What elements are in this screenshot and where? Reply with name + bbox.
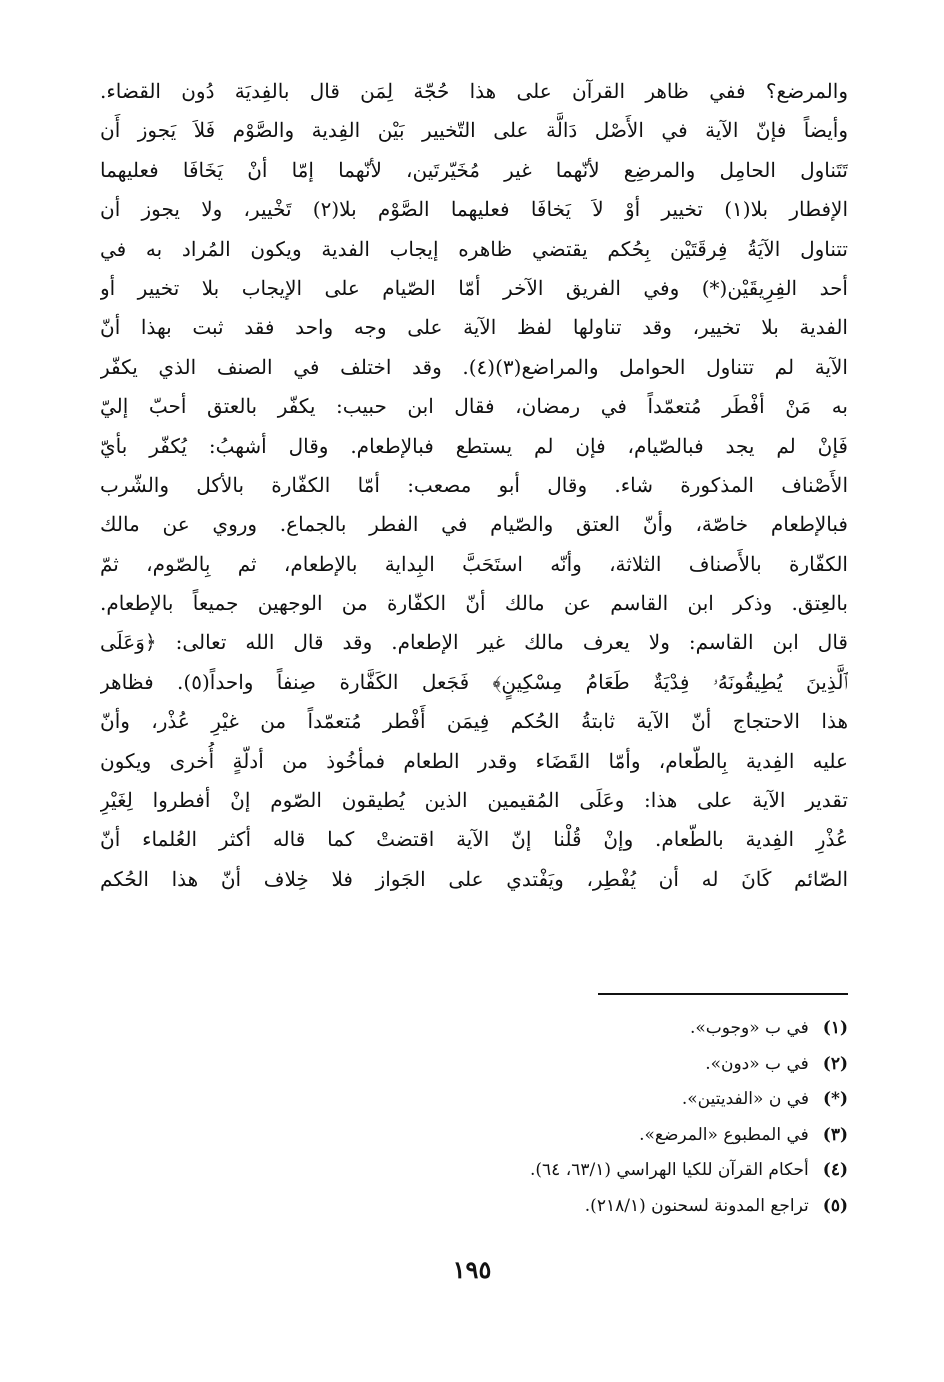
text-line: فَإنْ لم يجد فبالصّيام، فإن لم يستطع فبالإطعام. وقال أشهبُ: يُكفّر بأيّ bbox=[100, 433, 848, 458]
footnote-text: في ب «دون». bbox=[705, 1053, 809, 1074]
text-line: الأَصْناف المذكورة شاء. وقال أبو مصعب: أمّا الكفّارة بالأكل والشّرب bbox=[100, 472, 848, 497]
text-line: قال ابن القاسم: ولا يعرف مالك غير الإطعام. وقد قال الله تعالى: ﴿وَعَلَى bbox=[100, 630, 848, 655]
page-number: ١٩٥ bbox=[452, 1255, 492, 1284]
footnote-text: في المطبوع «المرضع». bbox=[639, 1124, 809, 1145]
footnote bbox=[388, 1153, 848, 1189]
footnote bbox=[388, 1082, 848, 1118]
footnote-number: (١) bbox=[822, 1018, 848, 1038]
text-line: تقدير الآية على هذا: وعَلَى المُقيمين الذين يُطيقون الصّوم إنْ أفطروا لِغَيْرِ bbox=[100, 788, 848, 813]
text-line: عليه الفِدية بِالطّعام، وأمّا القَضَاء وقدر الطعام فمأخُوذ من أدلّةٍ أُخرى ويكون bbox=[100, 748, 848, 773]
footnote-number: (٥) bbox=[822, 1195, 848, 1216]
text-line: الإفطار بلا(١) تخيير أوْ لاَ يَخافَا فعليهما الصَّوْم بلا(٢) تَخْيير، ولا يجوز أن bbox=[100, 197, 848, 222]
footnote bbox=[388, 1011, 848, 1047]
text-line: ٱلَّذِينَ يُطِيقُونَهُۥ فِدْيَةٌ طَعَامُ مِسْكِينٍ﴾ فَجَعل الكَفَّارة صِنفاً واحداً(٥). فظاهر bbox=[100, 669, 848, 694]
footnote-text: في ب «وجوب». bbox=[689, 1018, 809, 1038]
text-line: هذا الاحتجاج أنّ الآية ثابتةُ الحُكم فِيمَن أَفْطر مُتعمّداً من غيْرِ عُذْر، وأنّ bbox=[100, 709, 848, 734]
footnote-separator bbox=[598, 993, 848, 995]
footnote bbox=[388, 1189, 848, 1225]
footnote bbox=[388, 1047, 848, 1083]
text-line: وأيضاً فإنّ الآية في الأَصْل دَالَّة على التّخيير بَيْن الفِدية والصَّوْم فَلاَ يَجوز أَن bbox=[100, 118, 848, 143]
footnote-text: أحكام القرآن للكيا الهراسي (٦٣/١، ٦٤). bbox=[530, 1160, 809, 1181]
text-line: تَتَناول الحامِل والمرضِع لأنّهما غير مُخَيّرتَين، لأنّهما إمّا أنْ يَخَافَا فعليهما bbox=[100, 157, 848, 182]
footnote bbox=[388, 1118, 848, 1154]
text-line: عُذْرِ الفِدية بالطّعام. وإنْ قُلْنا إنّ الآية اقتضتْ كما قاله أكثر العُلماء أنّ bbox=[100, 827, 848, 852]
footnote-number: (*) bbox=[823, 1089, 848, 1110]
text-line: بالعِتق. وذكر ابن القاسم عن مالك أنّ الكفّارة من الوجهين جميعاً بالإطعام. bbox=[100, 591, 848, 616]
footnote-text: في ن «الفديتين». bbox=[681, 1089, 810, 1110]
footnote-number: (٤) bbox=[822, 1160, 848, 1181]
footnotes-list bbox=[388, 1011, 848, 1225]
footnote-number: (٣) bbox=[822, 1124, 848, 1145]
text-line: الصّائم كَانَ له أن يُفْطِر، ويَفْتدي على الجَواز فلا خِلاف أنّ هذا الحُكم bbox=[100, 866, 848, 891]
footnote-number: (٢) bbox=[822, 1053, 848, 1074]
text-line: أحد الفِرِيقَيْن(*) وفي الفريق الآخر أمّا الصّيام على الإيجاب بلا تخيير أو bbox=[100, 275, 848, 300]
body-text bbox=[100, 72, 848, 899]
text-line: الكفّارة بالأَصناف الثلاثة، وأنّه استَحَبَّ البِداية بالإطعام، ثم بِالصّوم، ثمّ bbox=[100, 551, 848, 576]
text-line: الفدية بلا تخيير، وقد تناولها لفظ الآية على وجه واحد فقد ثبت بهذا أنّ bbox=[100, 315, 848, 340]
text-line: الآية لم تتناول الحوامل والمراضع(٣)(٤). وقد اختلف في الصنف الذي يكفّر bbox=[100, 354, 848, 379]
footnote-text: تراجع المدونة لسحنون (٢١٨/١). bbox=[584, 1195, 809, 1216]
text-line: فبالإطعام خاصّة، وأنّ العتق والصّيام في الفطر بالجماع. وروي عن مالك bbox=[100, 512, 848, 537]
text-line: والمرضع؟ ففي ظاهر القرآن على هذا حُجّة لِمَن قال بالفِديَة دُون القضاء. bbox=[100, 79, 848, 103]
text-line: تتناول الآيَةُ فِرقَتَيْن بِحُكم يقتضي ظاهره إيجاب الفدية ويكون المُراد به في bbox=[100, 236, 848, 261]
text-line: به مَنْ أفْطَر مُتعمّداً في رمضان، فقال ابن حبيب: يكفّر بالعتق أحبّ إليّ bbox=[100, 394, 848, 419]
